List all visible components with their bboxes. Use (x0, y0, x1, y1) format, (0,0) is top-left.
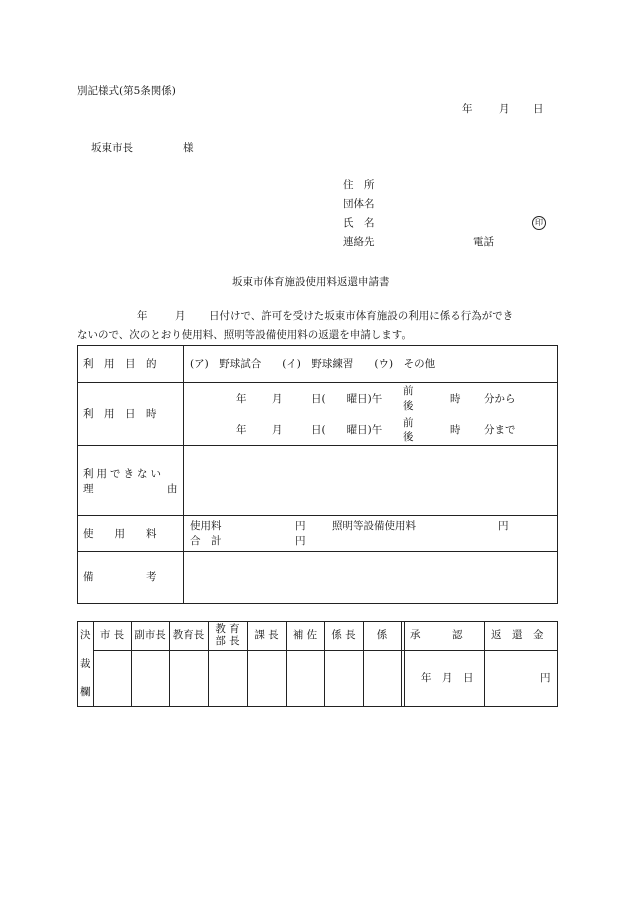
approval-side-label-2: 裁 (80, 658, 91, 670)
reason-label-1: 利用できない (83, 468, 164, 480)
refund-label: 返 還 金 (491, 629, 544, 641)
dt2-hour: 時 (450, 424, 461, 436)
seal-mark: 印 (532, 216, 546, 230)
purpose-options: (ア) 野球試合 (イ) 野球練習 (ウ) その他 (190, 358, 436, 370)
dt2-until: 分まで (484, 424, 516, 436)
reason-label-2b: 由 (167, 483, 178, 495)
dt1-month: 月 (272, 393, 283, 405)
dt1-day-weekday: 日( 曜日)午 (311, 393, 383, 405)
date-day: 日 (533, 103, 544, 115)
fee-lighting: 照明等設備使用料 (332, 520, 416, 532)
form-label: 別記様式(第5条関係) (77, 85, 176, 97)
fee-total: 合 計 (190, 535, 222, 547)
body-line1: 日付けで、許可を受けた坂東市体育施設の利用に係る行為ができ (209, 310, 514, 322)
dt1-pm: 後 (403, 400, 414, 412)
phone-label: 電話 (473, 236, 494, 248)
col-superintendent: 教育長 (172, 629, 205, 641)
name-label: 氏 名 (343, 217, 375, 229)
dt2-day-weekday: 日( 曜日)午 (311, 424, 383, 436)
date-year: 年 (462, 103, 473, 115)
approval-side-label-1: 決 (80, 629, 91, 641)
fee-label: 使 用 料 (83, 528, 157, 540)
address-label: 住 所 (343, 179, 375, 191)
document-title: 坂東市体育施設使用料返還申請書 (232, 276, 390, 288)
dt1-hour: 時 (450, 393, 461, 405)
col-education-director: 教 育 部 長 (215, 623, 240, 647)
col-section-chief: 課 長 (254, 629, 279, 641)
org-label: 団体名 (343, 198, 375, 210)
purpose-label: 利 用 目 的 (83, 358, 157, 370)
fee-total-yen: 円 (295, 535, 306, 547)
date-month: 月 (499, 103, 510, 115)
dt2-month: 月 (272, 424, 283, 436)
datetime-label: 利 用 日 時 (83, 408, 157, 420)
col-staff: 係 (376, 629, 388, 641)
body-line2: ないので、次のとおり使用料、照明等設備使用料の返還を申請します。 (77, 329, 412, 341)
dt1-year: 年 (236, 393, 247, 405)
fee-usage: 使用料 (190, 520, 222, 532)
reason-label-2a: 理 (83, 483, 94, 495)
remarks-label: 備 考 (83, 571, 157, 583)
fee-usage-yen: 円 (295, 520, 306, 532)
dt1-am: 前 (403, 385, 414, 397)
approve-date: 年 月 日 (421, 672, 474, 684)
fee-lighting-yen: 円 (498, 520, 509, 532)
body-year: 年 (137, 310, 148, 322)
col-deputy-mayor: 副市長 (134, 629, 166, 641)
contact-label: 連絡先 (343, 236, 375, 248)
refund-yen: 円 (540, 672, 551, 684)
dt2-pm: 後 (403, 431, 414, 443)
dt1-from: 分から (484, 393, 516, 405)
body-month: 月 (175, 310, 186, 322)
col-subsection-chief: 係 長 (331, 629, 356, 641)
dt2-year: 年 (236, 424, 247, 436)
approve-label: 承 認 (410, 629, 463, 641)
honorific: 様 (183, 142, 194, 154)
col-assistant: 補 佐 (292, 629, 318, 641)
dt2-am: 前 (403, 417, 414, 429)
addressee: 坂東市長 (91, 142, 133, 154)
col-mayor: 市 長 (99, 629, 125, 641)
approval-side-label-3: 欄 (80, 686, 91, 698)
